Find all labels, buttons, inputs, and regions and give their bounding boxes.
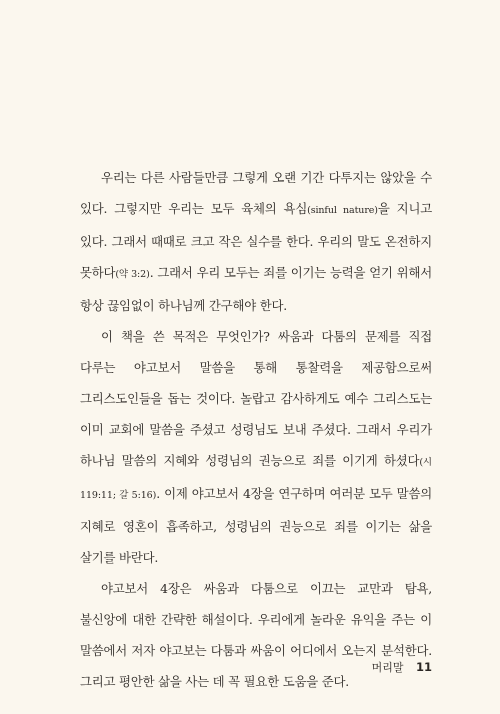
paragraph <box>80 162 432 321</box>
paragraph-text: 야고보서 4장은 싸움과 다툼으로 이끄는 교만과 탐욕, 불신앙에 대한 간략한 해설이다. 우리에게 놀라운 유익을 주는 이 말씀에서 저자 야고보는 다툼과 싸움이 어디에서 오는지 분석한다. 그리고 평안한 삶을 사는 데 꼭 필요한 도움을 준다. <box>80 581 432 689</box>
paragraph-text: 을 지니고 있다. 그래서 때때로 크고 작은 실수를 한다. 우리의 말도 온전하지 못하다 <box>80 201 432 280</box>
body-text <box>80 162 432 697</box>
paragraph-text: 우리는 다른 사람들만큼 그렇게 오랜 기간 다투지는 않았을 수 있다. 그렇지만 우리는 모두 육체의 욕심 <box>80 170 432 216</box>
page-number: 11 <box>415 660 432 674</box>
paragraph-text: 이 책을 쓴 목적은 무엇인가? 싸움과 다툼의 문제를 직접 다루는 야고보서 말씀을 통해 통찰력을 제공함으로써 그리스도인들을 돕는 것이다. 놀랍고 감사하게도 예수 그리스도는 이미 교회에 말씀을 주셨고 성령님도 보내 주셨다. 그래서 우리가 하나님 말씀의 지혜와 성령님의 권능으로 죄를 이기게 하셨다 <box>80 329 432 468</box>
paragraph-text: . 그래서 우리 모두는 죄를 이기는 능력을 얻기 위해서 항상 끊임없이 하나님께 간구해야 한다. <box>80 265 432 313</box>
scripture-reference: (시 119:11; 갈 5:16) <box>80 457 432 501</box>
paragraph <box>80 573 432 697</box>
scripture-reference: (약 3:2) <box>115 269 150 280</box>
scripture-reference: (sinful nature) <box>307 205 378 216</box>
paragraph <box>80 321 432 573</box>
paragraph-text: . 이제 야고보서 4장을 연구하며 여러분 모두 말씀의 지혜로 영혼이 흡족하고, 성령님의 권능으로 죄를 이기는 삶을 살기를 바란다. <box>80 486 432 565</box>
running-footer <box>372 659 432 675</box>
section-title: 머리말 <box>371 661 404 674</box>
